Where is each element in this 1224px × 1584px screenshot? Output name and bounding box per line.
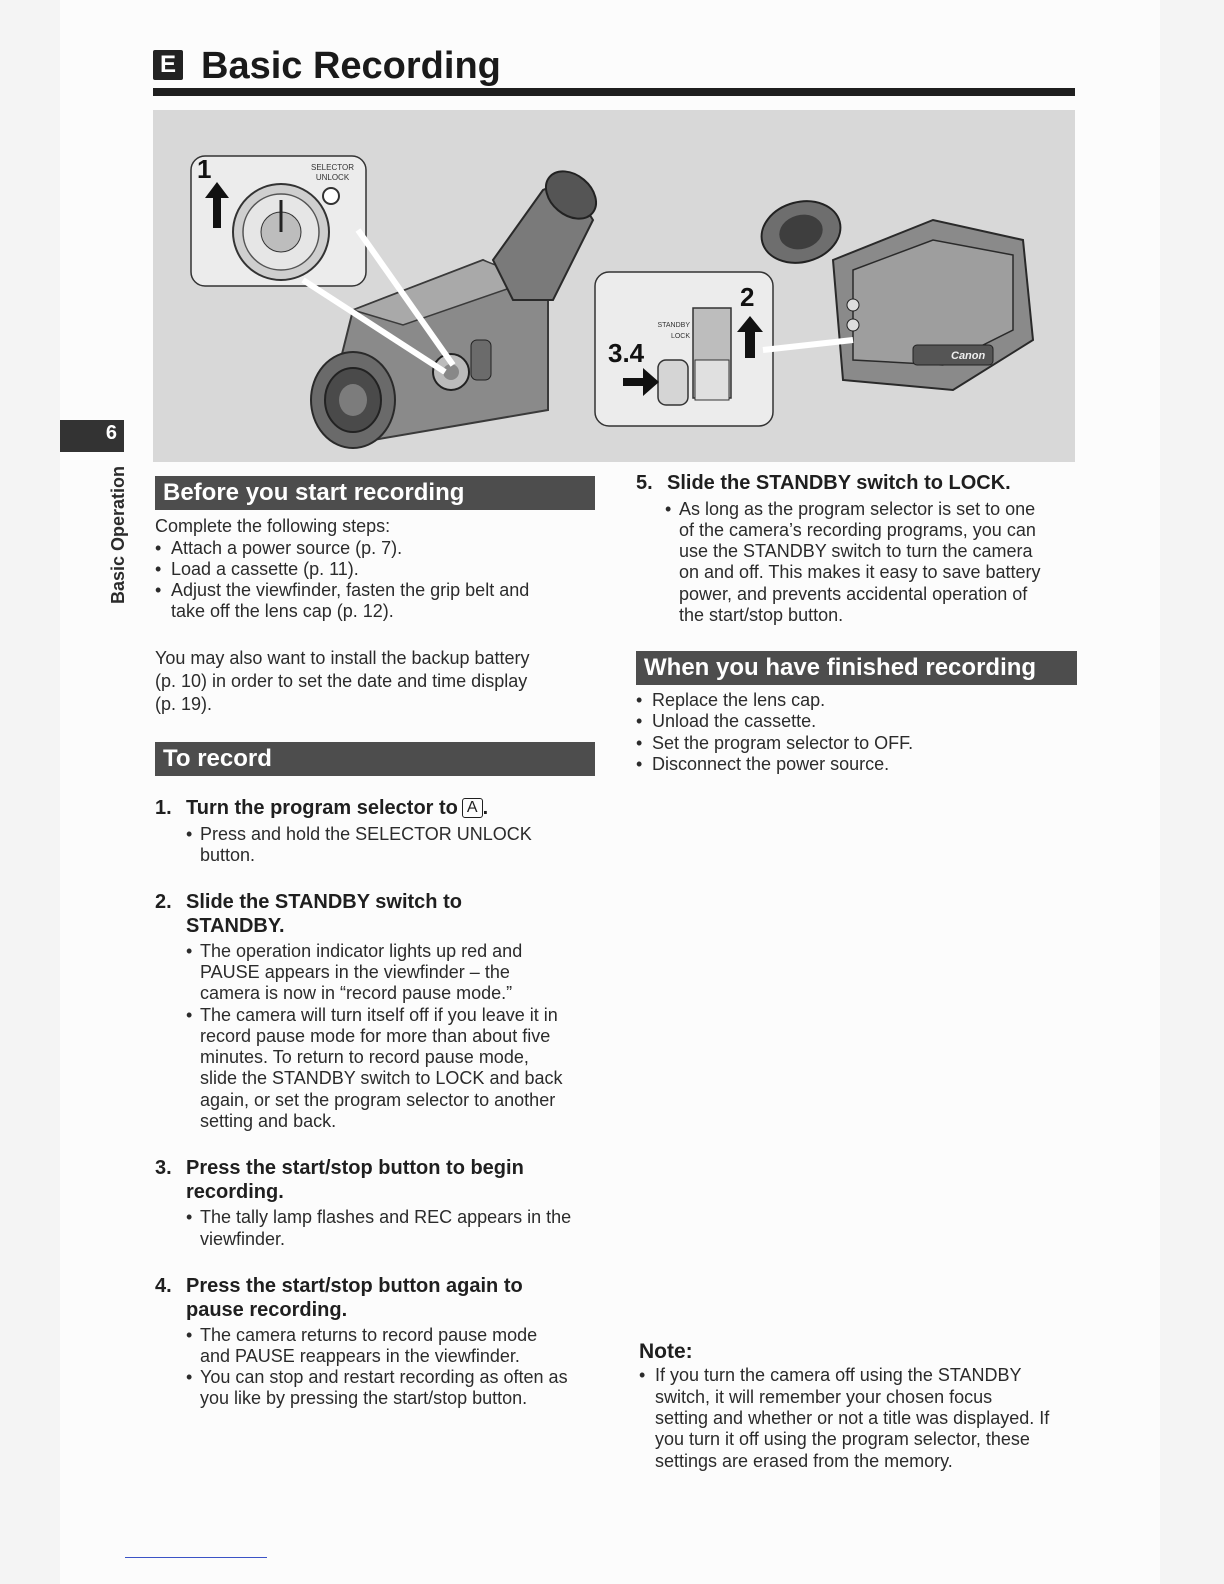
step-4-title-line1: Press the start/stop button again to [186,1275,523,1297]
step-3-bullet-1-cont: viewfinder. [200,1229,286,1249]
step-5-bullet-1: • As long as the program selector is set to one [665,499,1035,520]
callout-2-label: 2 [740,282,755,312]
selector-label-line1: SELECTOR [311,163,354,172]
step-4-title [155,1274,595,1322]
before-bullet-3: • Adjust the viewfinder, fasten the grip belt and [155,580,529,601]
step-4-bullet-2: • You can stop and restart recording as often as [186,1367,568,1388]
step-4-title-line2: pause recording. [186,1299,348,1321]
camcorder-illustration [153,110,1075,462]
header-rule [153,88,1075,96]
brand-logo: Canon [951,350,986,362]
callout-34-label: 3.4 [608,338,645,368]
step-2-title-line1: Slide the STANDBY switch to [186,891,462,913]
step-3-title-line1: Press the start/stop button to begin [186,1157,524,1179]
finished-bullet-1: • Replace the lens cap. [636,690,825,711]
step-5-bullet-line3: use the STANDBY switch to turn the camera [679,541,1033,561]
step-2-bullet-2: • The camera will turn itself off if you leave it in [186,1005,558,1026]
finished-bullet-3: • Set the program selector to OFF. [636,733,913,754]
step-4-bullet-2-cont: you like by pressing the start/stop button. [200,1388,528,1408]
step-2-bullet-1-line3: camera is now in “record pause mode.” [200,983,513,1003]
finished-bullet-2: • Unload the cassette. [636,711,816,732]
step-1-number: 1. [155,797,172,819]
step-2-title-line2: STANDBY. [186,915,285,937]
before-extra-1: You may also want to install the backup battery [155,648,530,668]
switch-standby-label: STANDBY [657,322,690,329]
note-line-3: setting and whether or not a title was displayed. If [655,1408,1050,1428]
step-1-bullet-1: • Press and hold the SELECTOR UNLOCK [186,824,532,845]
switch-lock-label: LOCK [670,333,690,340]
step-5-bullet-line6: the start/stop button. [679,605,844,625]
finished-bullet-4: • Disconnect the power source. [636,754,889,775]
note-line-2: switch, it will remember your chosen focus [655,1387,993,1407]
step-2-bullet-1: • The operation indicator lights up red and [186,941,522,962]
note-line-1: • If you turn the camera off using the STANDBY [639,1365,1022,1386]
step-2-bullet-2-line2: record pause mode for more than about five [200,1026,551,1046]
step-3-title [155,1156,595,1204]
step-2-bullet-2-line4: slide the STANDBY switch to LOCK and back [200,1068,563,1088]
step-5-title [636,471,1076,495]
before-extra-3: (p. 19). [155,694,213,714]
camcorder-drawing [153,110,1075,462]
finished-recording-heading: When you have finished recording [636,651,1077,685]
step-5-number: 5. [636,472,653,494]
step-1-title-text: Turn the program selector to [186,797,458,819]
before-bullet-3-cont: take off the lens cap (p. 12). [171,601,394,621]
step-1-title [155,796,595,820]
chapter-number: 6 [105,422,117,444]
step-3-title-line2: recording. [186,1181,284,1203]
step-2-number: 2. [155,891,172,913]
step-4-bullet-1-cont: and PAUSE reappears in the viewfinder. [200,1346,520,1366]
switch-labels [646,320,690,342]
step-3-bullet-1: • The tally lamp flashes and REC appears in the [186,1207,571,1228]
section-letter-badge: E [153,50,183,80]
step-3-number: 3. [155,1157,172,1179]
step-2-bullet-2-line6: setting and back. [200,1111,337,1131]
note-heading: Note: [639,1340,693,1363]
step-5-bullet-line4: on and off. This makes it easy to save battery [679,562,1041,582]
step-2-title [155,890,595,938]
step-1-bullet-1-cont: button. [200,845,256,865]
before-extra-2: (p. 10) in order to set the date and time display [155,671,528,691]
before-bullet-1: • Attach a power source (p. 7). [155,538,402,559]
step-4-bullet-1: • The camera returns to record pause mode [186,1325,537,1346]
selector-label-line2: UNLOCK [315,173,350,182]
page-title: Basic Recording [201,45,501,87]
footer-rule [125,1557,267,1558]
callout-1-label: 1 [197,154,212,184]
step-4-number: 4. [155,1275,172,1297]
step-5-title-text: Slide the STANDBY switch to LOCK. [667,472,1011,494]
note-line-4: you turn it off using the program selector, these [655,1429,1030,1449]
selector-unlock-label [311,163,354,183]
auto-mode-icon: A [462,798,483,818]
before-bullet-2: • Load a cassette (p. 11). [155,559,359,580]
chapter-tab [60,420,124,452]
to-record-heading: To record [155,742,595,776]
step-2-bullet-2-line3: minutes. To return to record pause mode, [200,1047,529,1067]
step-2-bullet-2-line5: again, or set the program selector to another [200,1090,556,1110]
before-intro: Complete the following steps: [155,516,391,536]
step-5-bullet-line5: power, and prevents accidental operation of [679,584,1028,604]
chapter-side-label: Basic Operation [108,465,128,604]
step-1-title-end: . [482,797,489,819]
step-2-bullet-1-line2: PAUSE appears in the viewfinder – the [200,962,510,982]
before-recording-heading: Before you start recording [155,476,595,510]
note-line-5: settings are erased from the memory. [655,1451,953,1471]
step-5-bullet-line2: of the camera’s recording programs, you can [679,520,1036,540]
